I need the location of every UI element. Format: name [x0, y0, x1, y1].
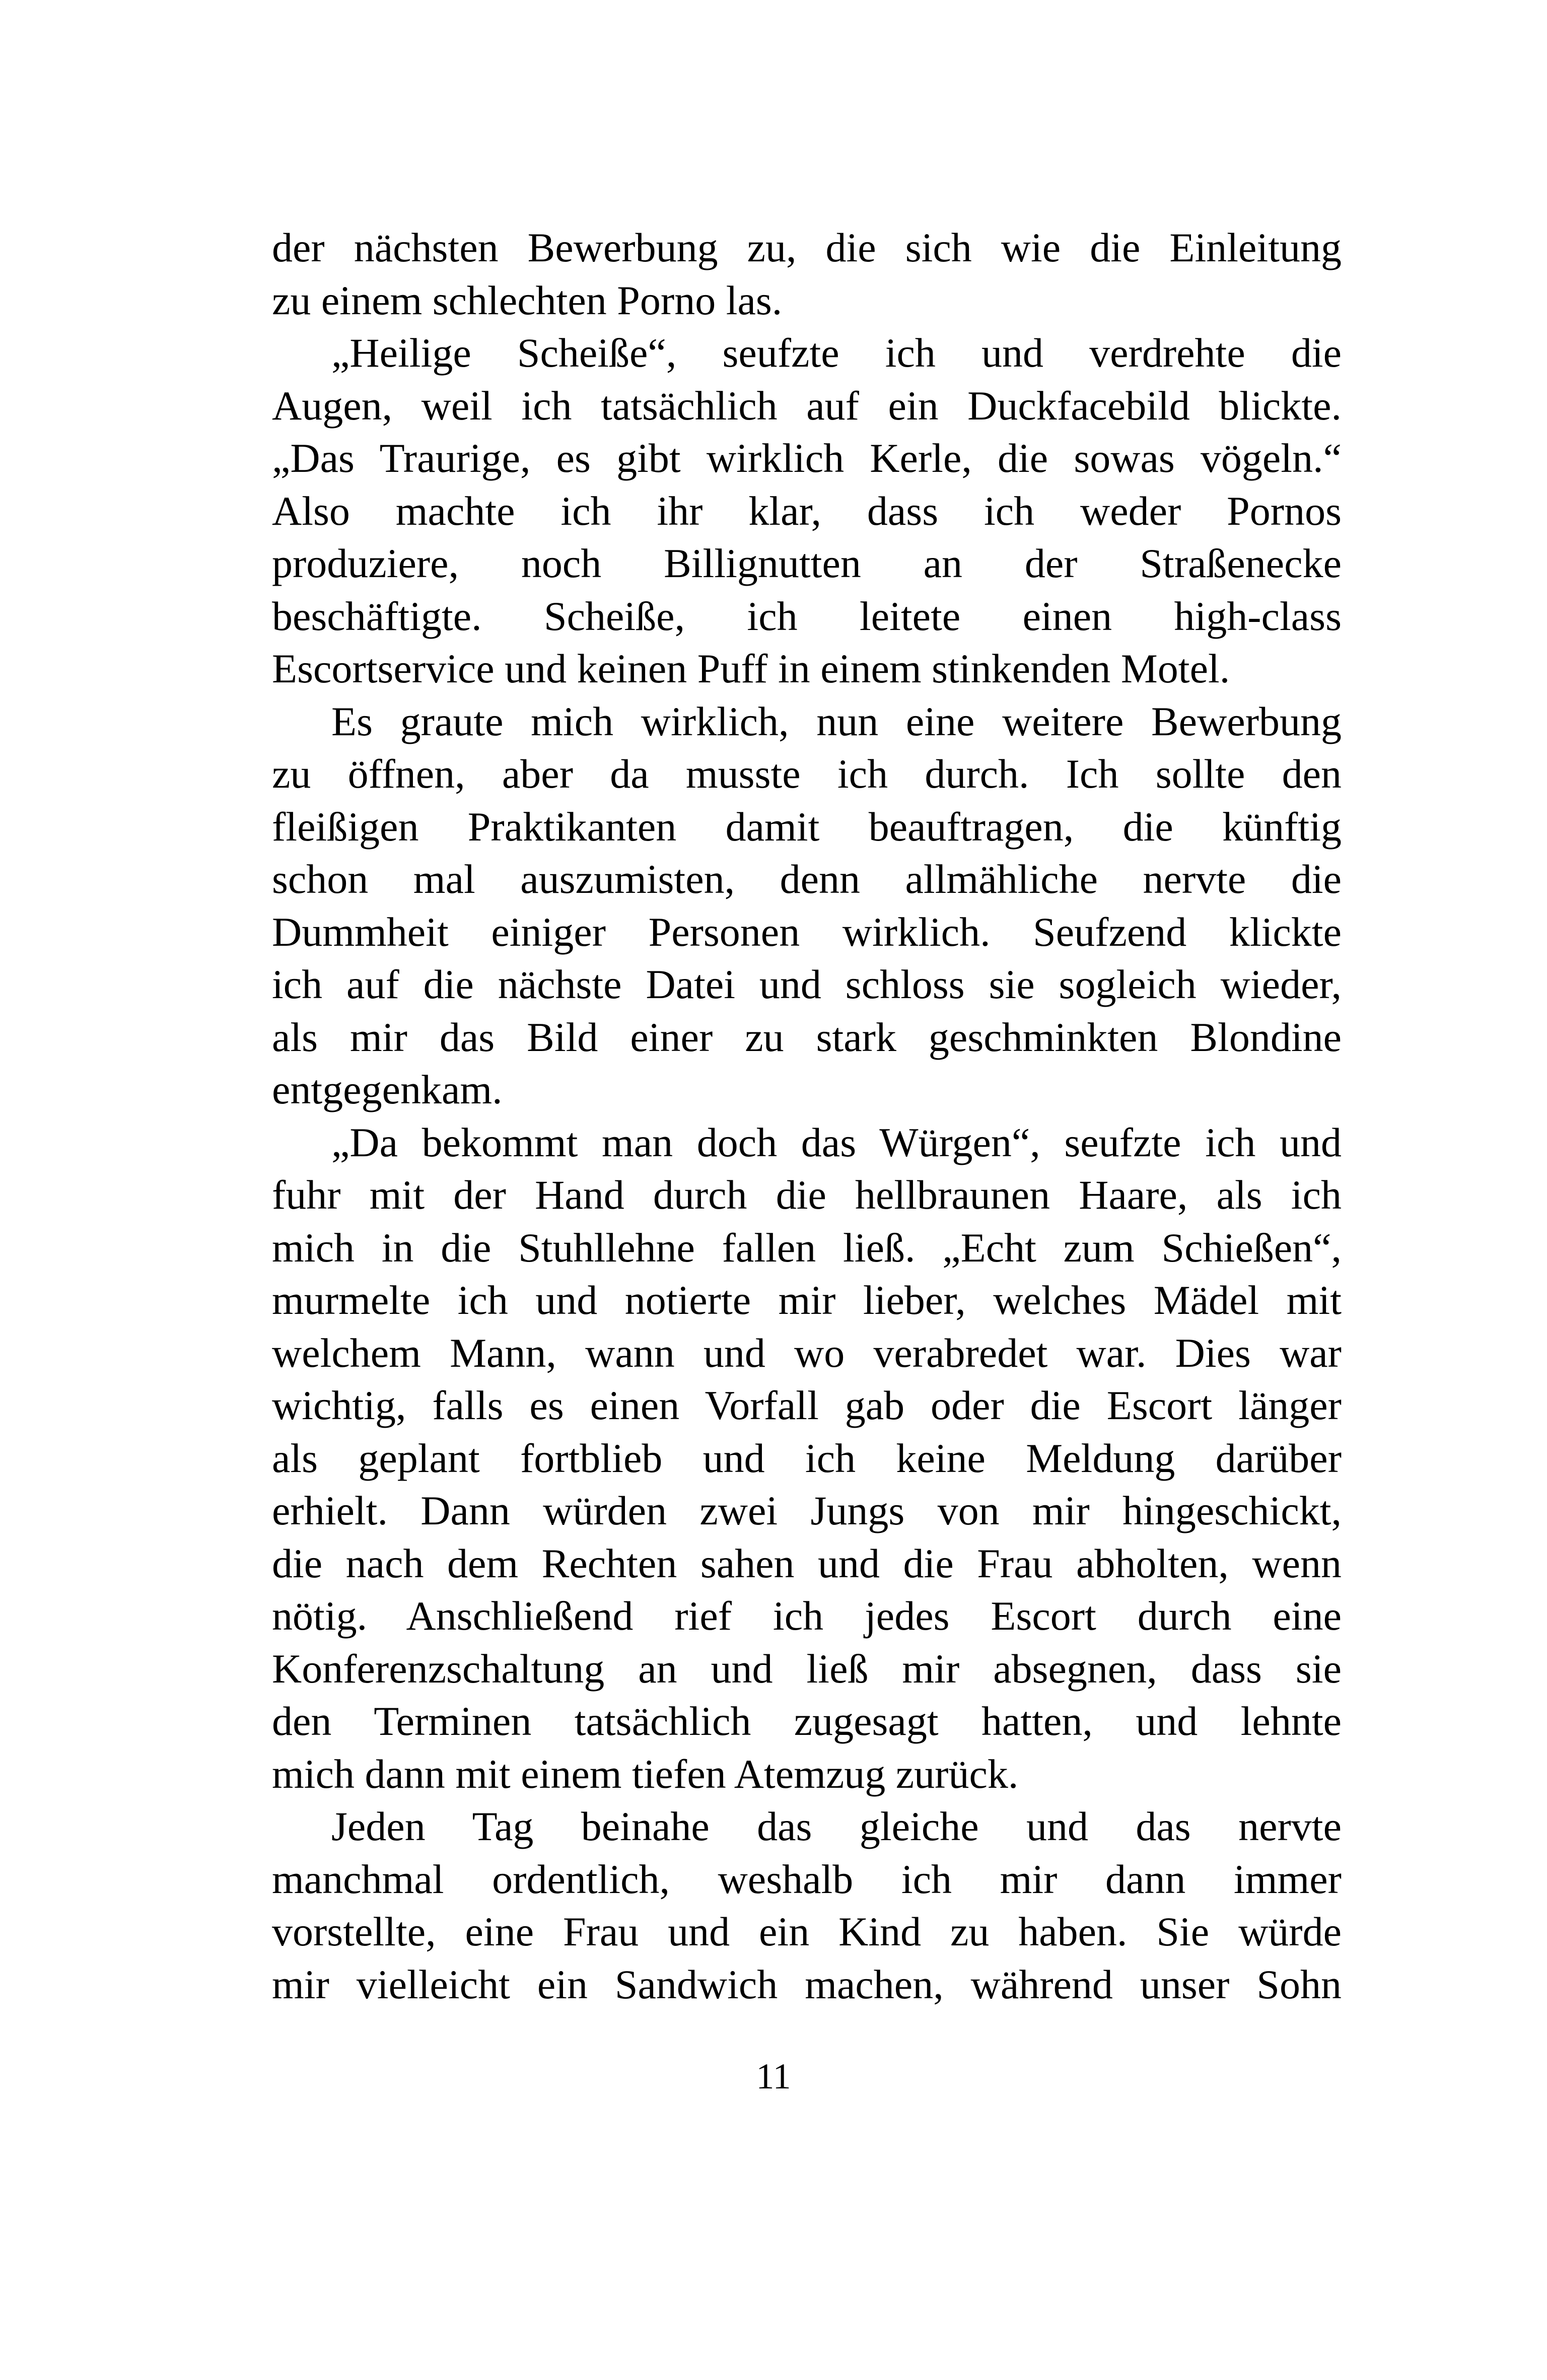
text-line: entgegenkam. [272, 1067, 503, 1112]
paragraph [272, 1116, 1342, 1801]
text-line: mich in die Stuhllehne fallen ließ. „Echt zum Schießen“, [272, 1224, 1342, 1271]
text-line: beschäftigte. Scheiße, ich leitete einen high-class [272, 593, 1342, 639]
text-line: Dummheit einiger Personen wirklich. Seufzend klickte [272, 908, 1342, 955]
text-line: murmelte ich und notierte mir lieber, welches Mädel mit [272, 1277, 1342, 1323]
text-line: Also machte ich ihr klar, dass ich weder Pornos [272, 487, 1342, 534]
text-line: vorstellte, eine Frau und ein Kind zu haben. Sie würde [272, 1909, 1342, 1954]
text-line: erhielt. Dann würden zwei Jungs von mir hingeschickt, [272, 1488, 1342, 1533]
text-line: Escortservice und keinen Puff in einem stinkenden Motel. [272, 646, 1230, 691]
text-line: als geplant fortblieb und ich keine Meldung darüber [272, 1435, 1342, 1481]
text-line: den Terminen tatsächlich zugesagt hatten, und lehnte [272, 1698, 1342, 1744]
text-line: welchem Mann, wann und wo verabredet war. Dies war [272, 1329, 1342, 1376]
page-number: 11 [756, 2056, 791, 2096]
text-line: nötig. Anschließend rief ich jedes Escort durch eine [272, 1593, 1342, 1639]
text-line: „Da bekommt man doch das Würgen“, seufzte ich und [331, 1119, 1342, 1165]
paragraph [272, 327, 1342, 695]
text-line: die nach dem Rechten sahen und die Frau abholten, wenn [272, 1540, 1342, 1586]
text-line: wichtig, falls es einen Vorfall gab oder die Escort länger [272, 1382, 1342, 1428]
text-line: fuhr mit der Hand durch die hellbraunen Haare, als ich [272, 1172, 1342, 1218]
text-line: ich auf die nächste Datei und schloss sie sogleich wieder, [272, 961, 1342, 1007]
body-text [272, 222, 1342, 2011]
text-line: „Heilige Scheiße“, seufzte ich und verdrehte die [331, 330, 1342, 376]
text-line: fleißigen Praktikanten damit beauftragen, die künftig [272, 803, 1342, 850]
text-line: schon mal auszumisten, denn allmähliche nervte die [272, 856, 1342, 902]
paragraph [272, 1800, 1342, 2011]
paragraph [272, 222, 1342, 327]
paragraph [272, 695, 1342, 1116]
text-line: zu einem schlechten Porno las. [272, 277, 783, 323]
text-line: Jeden Tag beinahe das gleiche und das nervte [331, 1803, 1342, 1849]
text-line: manchmal ordentlich, weshalb ich mir dann immer [272, 1856, 1342, 1902]
text-line: Es graute mich wirklich, nun eine weitere Bewerbung [331, 698, 1342, 744]
text-line: zu öffnen, aber da musste ich durch. Ich sollte den [272, 751, 1342, 797]
text-line: der nächsten Bewerbung zu, die sich wie die Einleitung [272, 225, 1342, 270]
text-line: mir vielleicht ein Sandwich machen, während unser Sohn [272, 1961, 1342, 2007]
text-line: Konferenzschaltung an und ließ mir absegnen, dass sie [272, 1645, 1342, 1692]
text-line: produziere, noch Billignutten an der Straßenecke [272, 540, 1342, 586]
text-line: Augen, weil ich tatsächlich auf ein Duckfacebild blickte. [272, 382, 1342, 429]
text-line: „Das Traurige, es gibt wirklich Kerle, die sowas vögeln.“ [272, 435, 1342, 481]
text-line: mich dann mit einem tiefen Atemzug zurück. [272, 1751, 1019, 1797]
text-line: als mir das Bild einer zu stark geschminkten Blondine [272, 1014, 1342, 1060]
